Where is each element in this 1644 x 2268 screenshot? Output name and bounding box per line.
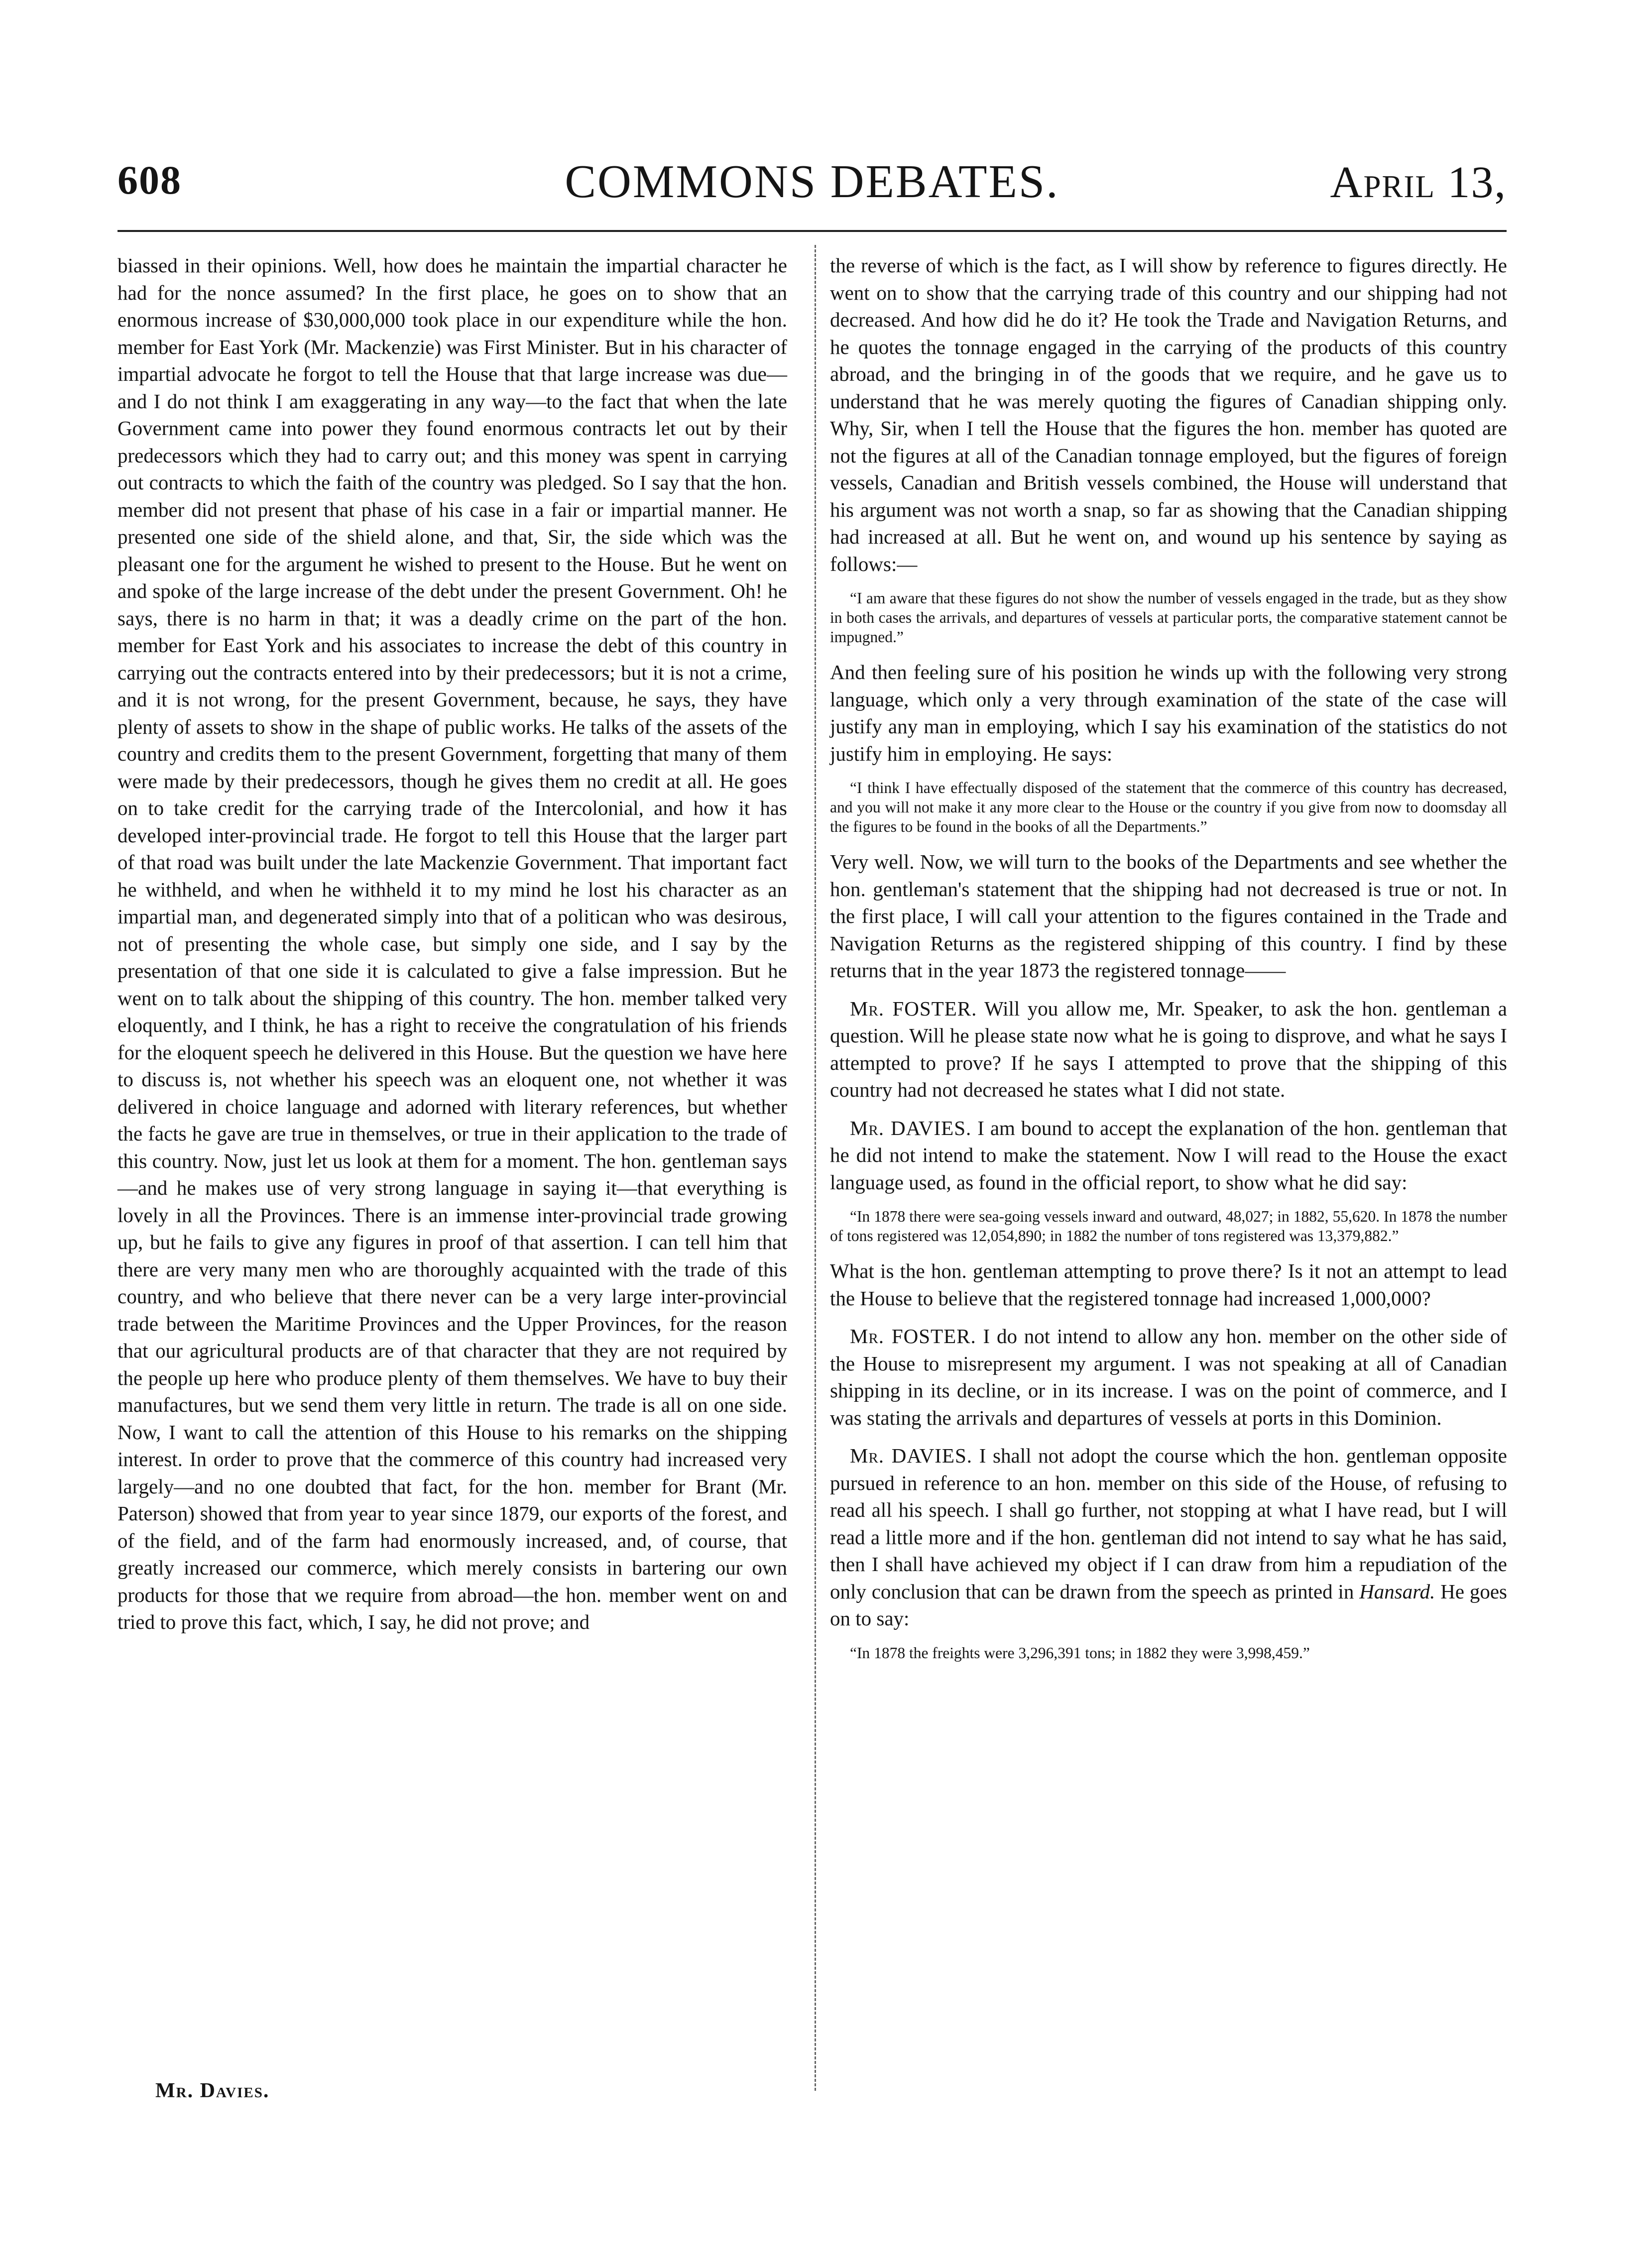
page-number: 608 xyxy=(117,157,182,203)
speech-text: He goes on to say: xyxy=(830,1580,1508,1630)
speaker-name: Mr. FOSTER. xyxy=(850,997,977,1020)
left-column xyxy=(117,252,787,1636)
speaker-name: Mr. DAVIES. xyxy=(850,1444,973,1467)
column-signature: Mr. Davies. xyxy=(155,2079,270,2102)
hansard-reference: Hansard. xyxy=(1359,1580,1435,1603)
speech-davies-2 xyxy=(830,1442,1507,1632)
header-date: April 13, xyxy=(1330,158,1507,207)
speech-text: I do not intend to allow any hon. member on the other side of the House to misrepresent my argument. I was not speaking at all of Canadian shipping in its decline, or in its increase. I was on the point of commerce, and I was stating the arrivals and departures of vessels at ports in this Dominion. xyxy=(830,1325,1508,1429)
right-paragraph-4: What is the hon. gentleman attempting to prove there? Is it not an attempt to lead the House to believe that the registered tonnage had increased 1,000,000? xyxy=(830,1259,1507,1310)
speech-foster-2 xyxy=(830,1323,1507,1431)
speaker-name: Mr. DAVIES. xyxy=(850,1116,972,1139)
quotation-3: “In 1878 there were sea-going vessels inward and outward, 48,027; in 1882, 55,620. In 1878 the number of tons registered was 12,054,890; in 1882 the number of tons registered was 13,379,882.” xyxy=(830,1208,1507,1245)
quotation-2: “I think I have effectually disposed of the statement that the commerce of this country has decreased, and you will not make it any more clear to the House or the country if you give from now to doomsday all the figures to be found in the books of all the Departments.” xyxy=(830,779,1507,835)
speech-text: I am bound to accept the explanation of the hon. gentleman that he did not intend to make the statement. Now I will read to the House the exact language used, as found in the official report, to show what he did say: xyxy=(830,1116,1507,1194)
quotation-4: “In 1878 the freights were 3,296,391 tons; in 1882 they were 3,998,459.” xyxy=(850,1644,1310,1662)
speech-foster-1 xyxy=(830,995,1507,1104)
right-column xyxy=(830,252,1507,1675)
right-paragraph-2: And then feeling sure of his position he winds up with the following very strong language, which only a very through examination of the state of the case will justify any man in employing, which I say his examination of the statistics do not justify him in employing. He says: xyxy=(830,661,1507,765)
left-paragraph: biassed in their opinions. Well, how does he maintain the impartial character he had for the nonce assumed? In the first place, he goes on to show that an enormous increase of $30,000,000 took place in our expenditure while the hon. member for East York (Mr. Mackenzie) was First Minister. But in his character of impartial advocate he forgot to tell the House that that large increase was due—and I do not think I am exaggerating in any way—to the fact that when the late Government came into power they found enormous contracts let out by their predecessors which they had to carry out; and this money was spent in carrying out contracts to which the faith of the country was pledged. So I say that the hon. member did not present that phase of his case in a fair or impartial manner. He presented one side of the shield alone, and that, Sir, the side which was the pleasant one for the argument he wished to present to the House. But he went on and spoke of the large increase of the debt under the present Government. Oh! he says, there is no harm in that; it was a deadly crime on the part of the hon. member for East York and his associates to increase the debt of this country in carrying out the contracts entered into by their predecessors; but it is not a crime, and it is not wrong, for the present Government, because, he says, they have plenty of assets to show in the shape of public works. He talks of the assets of the country and credits them to the present Government, forgetting that many of them were made by their predecessors, though he gives them no credit at all. He goes on to take credit for the carrying trade of the Intercolonial, and how it has developed inter-provincial trade. He forgot to tell this House that the larger part of that road was built under the late Mackenzie Government. That important fact he withheld, and when he withheld it to my mind he lost his character as an impartial man, and degenerated simply into that of a politican who was desirous, not of presenting the whole case, but simply one side, and I say by the presentation of that one side it is calculated to give a false impression. But he went on to talk about the shipping of this country. The hon. member talked very eloquently, and I think, he has a right to receive the congratulation of his friends for the eloquent speech he delivered in this House. But the question we have here to discuss is, not whether his speech was an eloquent one, not whether it was delivered in choice language and adorned with literary references, but whether the facts he gave are true in themselves, or true in their application to the trade of this country. Now, just let us look at them for a moment. The hon. gentleman says—and he makes use of very strong language in saying it—that everything is lovely in all the Provinces. There is an immense inter-provincial trade growing up, but he fails to give any figures in proof of that assertion. I can tell him that there are very many men who are thoroughly acquainted with the trade of this country, and who believe that there never can be a very large inter-provincial trade between the Maritime Provinces and the Upper Provinces, for the reason that our agricultural products are of that character that they are not required by the people up here who produce plenty of them themselves. We have to buy their manufactures, but we send them very little in return. The trade is all on one side. Now, I want to call the attention of this House to his remarks on the shipping interest. In order to prove that the commerce of this country had increased very largely—and no one doubted that fact, for the hon. member for Brant (Mr. Paterson) showed that from year to year since 1879, our exports of the forest, and of the field, and of the farm had enormously increased, and, of course, that greatly increased our commerce, which merely consists in bartering our own products for those that we require from abroad—the hon. member went on and tried to prove this fact, which, I say, he did not prove; and xyxy=(117,254,787,1633)
speech-text: Will you allow me, Mr. Speaker, to ask the hon. gentleman a question. Will he please state now what he is going to disprove, and what he says I attempted to prove? If he says I attempted to prove that the shipping of this country had not decreased he states what I did not state. xyxy=(830,997,1507,1101)
quotation-1: “I am aware that these figures do not show the number of vessels engaged in the trade, but as they show in both cases the arrivals, and departures of vessels at particular ports, the comparative statement cannot be impugned.” xyxy=(830,589,1507,646)
running-title: COMMONS DEBATES. xyxy=(565,156,1059,208)
right-paragraph-3: Very well. Now, we will turn to the books of the Departments and see whether the hon. gentleman's statement that the shipping had not decreased is true or not. In the first place, I will call your attention to the figures contained in the Trade and Navigation Returns as the registered shipping of this country. I find by these returns that in the year 1873 the registered tonnage—— xyxy=(830,850,1507,982)
speech-text: I shall not adopt the course which the hon. gentleman opposite pursued in reference to an hon. member on this side of the House, of refusing to read all his speech. I shall go further, not stopping at what I have read, but I will read a little more and if the hon. gentleman did not intend to say what he has said, then I shall have achieved my object if I can draw from him a repudiation of the only conclusion that can be drawn from the speech as printed in xyxy=(830,1444,1507,1603)
speaker-name: Mr. FOSTER. xyxy=(850,1325,976,1348)
speech-davies-1 xyxy=(830,1115,1507,1196)
header-rule xyxy=(117,230,1507,232)
column-divider xyxy=(815,245,816,2091)
page-header xyxy=(117,157,1507,212)
right-paragraph-1: the reverse of which is the fact, as I will show by reference to figures directly. He went on to show that the carrying trade of this country and our shipping had not decreased. And how did he do it? He took the Trade and Navigation Returns, and he quotes the tonnage engaged in the carrying of the products of this country abroad, and the bringing in of the goods that we require, and he gave us to understand that he was merely quoting the figures of Canadian shipping only. Why, Sir, when I tell the House that the figures the hon. member has quoted are not the figures at all of the Canadian tonnage employed, but the figures of foreign vessels, Canadian and British vessels combined, the House will understand that his argument was not worth a snap, so far as showing that the Canadian shipping had increased at all. But he went on, and wound up his sentence by saying as follows:— xyxy=(830,254,1507,575)
